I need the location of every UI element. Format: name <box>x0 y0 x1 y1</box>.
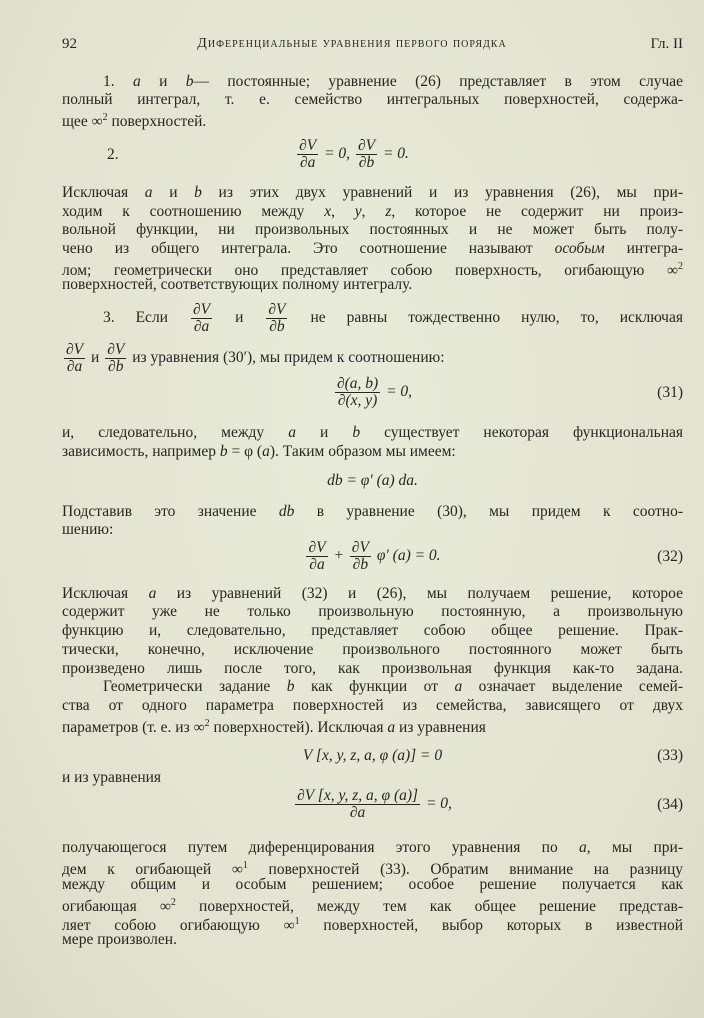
text-run: мере произволен. <box>62 931 177 948</box>
fraction-numerator: ∂V <box>192 301 211 318</box>
text-line <box>103 73 683 91</box>
text-line <box>62 221 683 239</box>
text-line <box>62 839 683 857</box>
text-run: дем к огибающей ∞ <box>62 861 243 878</box>
equation-body <box>304 540 440 573</box>
text-line <box>62 660 683 678</box>
text-run: между общим и особым решением; особое решение получается как <box>62 876 683 893</box>
math-variable: b <box>352 424 361 441</box>
text-run: φ′ (a) = 0. <box>372 547 441 565</box>
fraction <box>191 302 212 335</box>
equation-body <box>333 376 412 409</box>
text-run: произведено лишь после того, как произвольная функция как-то задана. <box>62 660 683 677</box>
text-line <box>62 109 683 131</box>
text-run: поверхностей, между тем как общее решение представ- <box>175 898 684 915</box>
chapter-label: Гл. II <box>650 36 683 52</box>
text-run: в уравнение (30), мы придем к соотно- <box>294 503 683 520</box>
text-run: ства от одного параметра поверхностей из семейства, зависящего от двух <box>62 697 683 714</box>
equation-body <box>303 747 442 765</box>
text-run: + <box>329 547 348 565</box>
text-line <box>62 521 683 539</box>
item-number: 2. <box>107 146 119 163</box>
text-run: зависимость, например <box>62 443 220 460</box>
superscript: 2 <box>170 897 176 908</box>
text-run: = φ ( <box>227 443 263 460</box>
text-run: вольной функции, ни произвольных постоянных и не может быть полу- <box>62 221 683 238</box>
text-run: шению: <box>62 521 114 538</box>
text-run: огибающая ∞ <box>62 898 171 915</box>
fraction <box>266 302 287 335</box>
text-run: поверхностей. <box>107 113 207 130</box>
text-run: чено из общего интеграла. Это соотношение называют <box>62 240 555 257</box>
superscript: 2 <box>204 718 210 729</box>
text-run: и <box>152 184 195 201</box>
text-run: , <box>361 203 386 220</box>
superscript: 1 <box>294 916 300 927</box>
text-run: функцию и, следовательно, представляет собою общее решение. Прак- <box>62 622 683 639</box>
text-run: Геометрически задание <box>103 678 287 695</box>
text-run: , которое не содержит ни произ- <box>391 203 684 220</box>
math-variable: x <box>324 203 332 220</box>
text-run: содержит уже не только произвольную постоянную, а произвольную <box>62 603 683 620</box>
text-run: из этих двух уравнений и из уравнения (26), мы при- <box>201 184 683 201</box>
math-variable: a <box>454 678 463 695</box>
math-variable: a <box>288 424 296 441</box>
equation-body <box>295 138 409 171</box>
text-line <box>103 678 683 696</box>
text-run: интегра- <box>604 240 683 257</box>
equation-2 <box>0 138 704 171</box>
math-variable: b <box>286 678 295 695</box>
fraction-denominator: ∂(x, y) <box>337 392 378 409</box>
fraction-numerator: ∂V <box>308 539 326 556</box>
equation-body <box>327 472 418 490</box>
text-run: V [x, y, z, a, φ (a)] = 0 <box>302 747 443 764</box>
text-line <box>62 603 683 621</box>
math-variable: b <box>185 73 194 90</box>
math-variable: a <box>144 184 153 201</box>
fraction <box>297 138 318 171</box>
text-run: = 0. <box>379 145 409 163</box>
text-line <box>62 503 683 521</box>
text-line <box>62 342 683 375</box>
text-run: = 0, <box>320 145 354 163</box>
superscript: 2 <box>678 261 683 272</box>
text-run: и <box>140 73 186 90</box>
text-line <box>62 203 683 221</box>
text-run: не равны тождественно нулю, то, исключая <box>289 309 683 327</box>
text-run: как функции от <box>294 678 455 695</box>
fraction-numerator: ∂V <box>107 341 125 358</box>
text-line <box>62 276 683 294</box>
math-variable: особым <box>554 240 605 257</box>
text-run: и <box>87 349 104 367</box>
fraction <box>105 342 126 375</box>
text-line <box>62 91 683 109</box>
text-run: из уравнения <box>395 719 486 736</box>
text-run: db = φ′ (a) da. <box>327 472 418 489</box>
text-line <box>62 715 683 737</box>
text-run: , мы при- <box>586 839 683 856</box>
fraction-denominator: ∂a <box>193 318 210 335</box>
equation-number: (33) <box>657 747 683 764</box>
fraction-denominator: ∂a <box>309 556 325 573</box>
equation-34 <box>62 788 683 821</box>
text-run: ходим к соотношению между <box>62 203 325 220</box>
text-run: тически, конечно, исключение произвольного постоянного может быть <box>62 641 683 658</box>
fraction-numerator: ∂(a, b) <box>336 375 379 392</box>
text-run: Подставив это значение <box>62 503 279 520</box>
text-line <box>62 622 683 640</box>
text-run: из уравнения (30′), мы придем к соотношению: <box>128 349 445 367</box>
fraction-numerator: ∂V <box>299 137 317 154</box>
text-run: = 0, <box>422 795 452 813</box>
page-number: 92 <box>62 36 77 52</box>
text-run: означает выделение семей- <box>462 678 683 695</box>
fraction <box>350 540 371 573</box>
text-run: и <box>214 309 265 327</box>
math-variable: b <box>219 443 228 460</box>
math-variable: db <box>278 503 295 520</box>
running-title: Диференциальные уравнения первого порядка <box>197 36 507 51</box>
text-run: и из уравнения <box>62 769 162 786</box>
math-variable: z <box>385 203 392 220</box>
text-run: щее ∞ <box>62 113 103 130</box>
equation-31 <box>62 376 683 409</box>
text-line <box>62 240 683 258</box>
text-run: ). Таким образом мы имеем: <box>269 443 456 460</box>
text-run: 1. <box>103 73 133 90</box>
text-line <box>62 184 683 202</box>
fraction <box>356 138 377 171</box>
fraction <box>306 540 327 573</box>
text-line <box>62 424 683 442</box>
math-variable: a <box>148 585 157 602</box>
math-variable: b <box>194 184 202 201</box>
text-run: поверхностей, выбор которых в известной <box>299 917 683 934</box>
text-line <box>62 876 683 894</box>
text-run: полный интеграл, т. е. семейство интегральных поверхностей, содержа- <box>62 91 683 108</box>
fraction-denominator: ∂b <box>269 318 285 335</box>
fraction-numerator: ∂V [x, y, z, a, φ (a)] <box>297 787 419 804</box>
superscript: 2 <box>102 112 108 123</box>
text-line <box>62 585 683 603</box>
math-variable: a <box>579 839 587 856</box>
text-run: поверхностей (33). Обратим внимание на разницу <box>247 861 683 878</box>
math-variable: a <box>132 73 141 90</box>
fraction-denominator: ∂b <box>108 358 124 375</box>
fraction <box>295 788 420 821</box>
equation-number: (31) <box>657 383 683 401</box>
fraction <box>335 376 380 409</box>
fraction-numerator: ∂V <box>357 137 376 154</box>
text-run: лом; геометрически оно представляет собою поверхность, огибающую ∞ <box>62 262 678 279</box>
math-variable: a <box>387 719 396 736</box>
text-run: 3. Если <box>103 309 189 327</box>
text-line <box>62 443 683 461</box>
fraction <box>64 342 85 375</box>
fraction-numerator: ∂V <box>351 539 369 556</box>
equation-number: (34) <box>657 795 683 813</box>
text-line <box>62 697 683 715</box>
equation-db <box>62 472 683 490</box>
fraction-denominator: ∂a <box>349 804 366 821</box>
equation-32 <box>62 540 683 573</box>
text-run: ляет собою огибающую ∞ <box>62 917 295 934</box>
text-run: поверхностей). Исключая <box>209 719 388 736</box>
text-run: параметров (т. е. из ∞ <box>62 719 205 736</box>
text-run: , <box>331 203 355 220</box>
text-run: получающегося путем диференцирования этого уравнения по <box>62 839 580 856</box>
text-run: поверхностей, соответствующих полному интегралу. <box>62 276 413 293</box>
text-line <box>62 931 683 949</box>
fraction-denominator: ∂b <box>352 556 369 573</box>
equation-number: (32) <box>657 547 683 565</box>
equation-body <box>293 788 452 821</box>
text-run: и <box>295 424 353 441</box>
fraction-denominator: ∂a <box>299 154 316 171</box>
fraction-denominator: ∂b <box>358 154 375 171</box>
superscript: 1 <box>242 860 248 871</box>
math-variable: y <box>354 203 362 220</box>
fraction-numerator: ∂V <box>66 341 84 358</box>
text-run: существует некоторая функциональная <box>360 424 683 441</box>
text-run: = 0, <box>382 383 413 401</box>
text-run: — постоянные; уравнение (26) представляет в этом случае <box>193 73 683 90</box>
equation-33 <box>62 747 683 765</box>
text-run: и, следовательно, между <box>62 424 289 441</box>
text-line <box>62 769 683 787</box>
math-variable: a <box>262 443 270 460</box>
text-run: Исключая <box>62 585 149 602</box>
text-line <box>103 302 683 335</box>
text-run: из уравнений (32) и (26), мы получаем решение, которое <box>156 585 683 602</box>
text-run: Исключая <box>62 184 145 201</box>
text-line <box>62 641 683 659</box>
fraction-denominator: ∂a <box>66 358 83 375</box>
fraction-numerator: ∂V <box>268 301 286 318</box>
